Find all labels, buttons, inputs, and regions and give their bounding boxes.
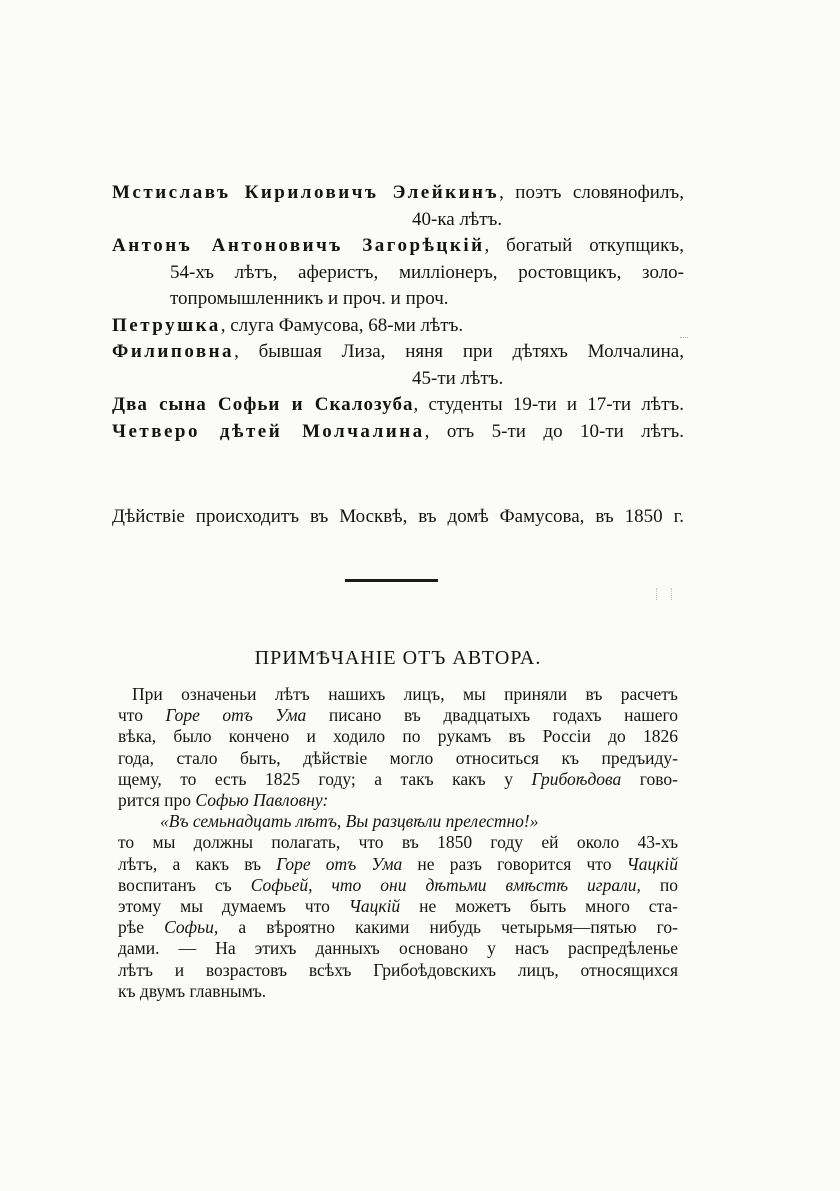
author-note [118,684,678,1002]
cast-name: Петрушка [112,314,221,336]
cast-name: Два сына Софьи и Скалозуба [112,394,414,415]
note-heading: ПРИМѢЧАНІЕ ОТЪ АВТОРА. [254,647,542,669]
note-line: что Горе отъ Ума писано въ двадцатыхъ годахъ нашего [118,705,679,726]
cast-entry-sons [112,392,684,419]
note-line: вѣка, было кончено и ходило по рукамъ въ Россіи до 1826 [118,726,678,747]
cast-age: 45-ти лѣтъ. [412,367,504,389]
note-line: то мы должны полагать, что въ 1850 году ей около 43-хъ [118,832,678,853]
section-divider [345,579,438,582]
note-line: дами. — На этихъ данныхъ основано у насъ распредѣленье [118,938,678,959]
cast-name: Антонъ Антоновичъ Загорѣцкій [112,235,485,256]
note-line: воспитанъ съ Софьей, что они дѣтьми вмѣстѣ играли, по [118,874,678,895]
cast-entry-children [112,419,684,446]
cast-name: Филиповна [112,341,235,362]
cast-entry-filipovna [112,339,684,392]
cast-desc: , бывшая Лиза, няня при дѣтяхъ Молчалина, [234,341,684,362]
cast-desc: , слуга Фамусова, 68-ми лѣтъ. [220,314,464,336]
note-line: къ двумъ главнымъ. [118,980,267,1001]
cast-name: Мстиславъ Кириловичъ Элейкинъ [112,182,500,203]
cast-entry-zagoretsky [112,233,684,313]
note-line: щему, то есть 1825 году; а такъ какъ у Грибоѣдова гово- [118,768,678,789]
cast-desc: , поэтъ словянофилъ, [499,182,685,203]
note-line: рѣе Софьи, а вѣроятно какими нибудь четырьмя—пятью го- [118,917,678,938]
note-line: этому мы думаемъ что Чацкій не можетъ быть много ста- [118,896,678,917]
cast-desc: , отъ 5-ти до 10-ти лѣтъ. [424,420,684,442]
cast-name: Четверо дѣтей Молчалина [112,420,425,442]
note-line: года, стало быть, дѣйствіе могло относиться къ предъиду- [118,747,678,768]
cast-desc: , богатый откупщикъ, [484,235,684,256]
note-quote: «Въ семьнадцать лѣтъ, Вы разцвѣли прелестно!» [160,811,539,832]
cast-desc: , студенты 19-ти и 17-ти лѣтъ. [413,394,684,415]
note-line: лѣтъ, а какъ въ Горе отъ Ума не разъ говорится что Чацкій [118,853,678,874]
cast-age: 40-ка лѣтъ. [412,208,503,230]
note-line: рится про Софью Павловну: [118,790,329,811]
scan-artifact [656,588,672,600]
scan-artifact [680,337,688,348]
cast-desc-line: 54-хъ лѣтъ, аферистъ, милліонеръ, ростовщикъ, золо- [170,261,684,283]
cast-desc-line: топромышленникъ и проч. и проч. [170,288,449,309]
cast-entry-elejkin [112,180,684,233]
cast-entry-petrushka [112,313,684,340]
cast-list [112,180,684,445]
note-line: лѣтъ и возрастовъ всѣхъ Грибоѣдовскихъ лицъ, относящихся [118,959,678,980]
note-line: При означеньи лѣтъ нашихъ лицъ, мы приняли въ расчетъ [132,684,678,704]
setting-line: Дѣйствіе происходитъ въ Москвѣ, въ домѣ Фамусова, въ 1850 г. [112,506,684,527]
